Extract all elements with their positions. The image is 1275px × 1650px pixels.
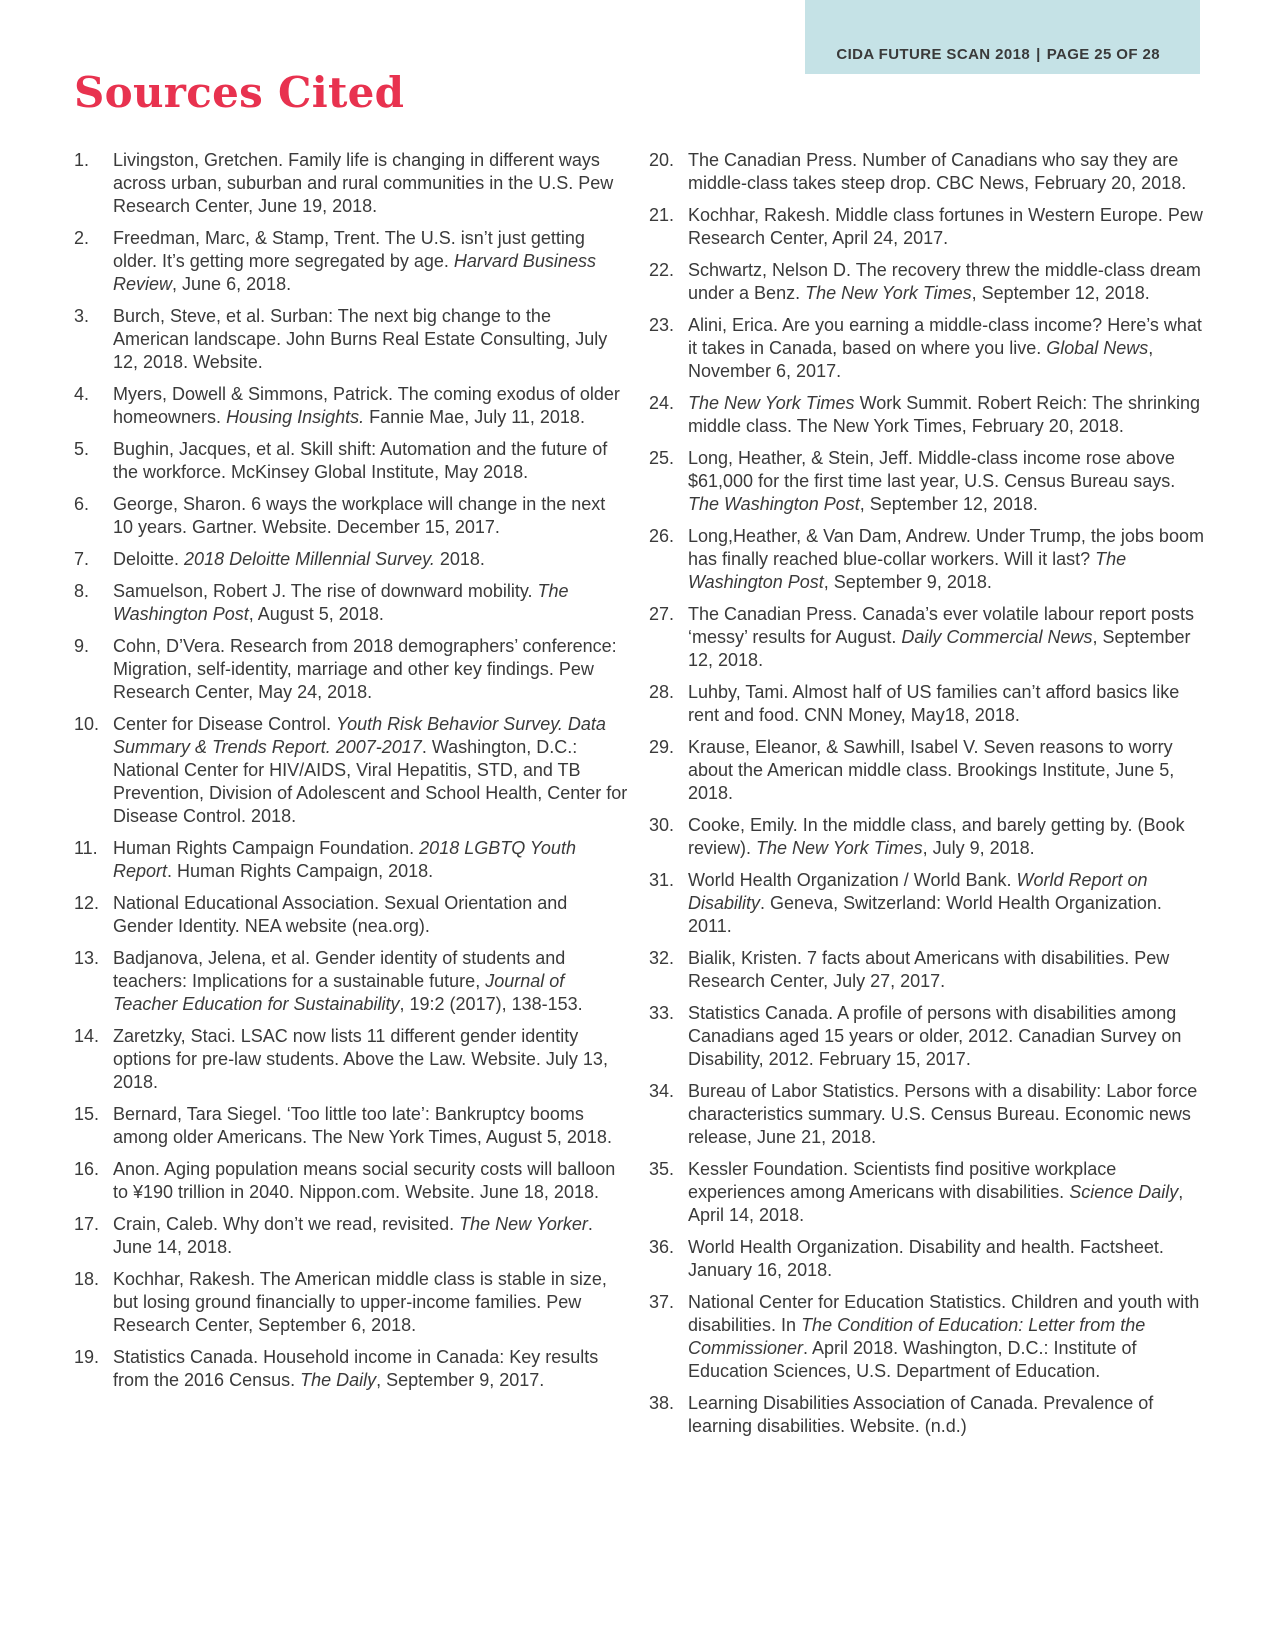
source-title-italic: 2018 LGBTQ Youth Report	[113, 838, 576, 881]
source-number: 25.	[649, 448, 675, 468]
source-number: 12.	[74, 893, 100, 913]
source-number: 3.	[74, 306, 90, 326]
source-number: 34.	[649, 1081, 675, 1101]
source-number: 10.	[74, 714, 100, 734]
source-text: Zaretzky, Staci. LSAC now lists 11 different gender identity options for pre-law students. Above the Law. Website. July 13, 2018.	[113, 1026, 608, 1092]
source-title-italic: Housing Insights.	[226, 407, 365, 427]
source-text: Statistics Canada. Household income in Canada: Key results from the 2016 Census.	[113, 1347, 599, 1390]
source-item	[649, 1158, 1204, 1227]
source-item	[74, 580, 629, 626]
source-number: 6.	[74, 494, 90, 514]
source-text: Alini, Erica. Are you earning a middle-class income? Here’s what it takes in Canada, based on where you live.	[688, 315, 1202, 358]
source-text: 2018.	[434, 549, 485, 569]
source-item	[649, 603, 1204, 672]
source-text: . Geneva, Switzerland: World Health Organization. 2011.	[688, 893, 1162, 936]
source-number: 4.	[74, 384, 90, 404]
source-item	[649, 204, 1204, 250]
source-text: Badjanova, Jelena, et al. Gender identity of students and teachers: Implications for a sustainable future,	[113, 948, 566, 991]
source-number: 13.	[74, 948, 100, 968]
source-number: 11.	[74, 838, 98, 858]
source-text: The Canadian Press. Canada’s ever volatile labour report posts ‘messy’ results for August.	[688, 604, 1194, 647]
source-number: 1.	[74, 150, 90, 170]
source-item	[649, 869, 1204, 938]
source-number: 32.	[649, 948, 675, 968]
source-number: 18.	[74, 1269, 100, 1289]
source-item	[74, 383, 629, 429]
source-text: Bughin, Jacques, et al. Skill shift: Automation and the future of the workforce. McKinsey Global Institute, May 2018.	[113, 439, 608, 482]
source-text: , September 12, 2018.	[688, 627, 1191, 670]
source-number: 38.	[649, 1393, 675, 1413]
source-item	[74, 548, 629, 571]
source-title-italic: Youth Risk Behavior Survey. Data Summary & Trends Report. 2007-2017	[113, 714, 606, 757]
source-text: Freedman, Marc, & Stamp, Trent. The U.S. isn’t just getting older. It’s getting more segregated by age.	[113, 228, 585, 271]
source-title-italic: The Washington Post	[688, 549, 1127, 592]
source-item	[649, 1392, 1204, 1438]
source-text: Kessler Foundation. Scientists find positive workplace experiences among Americans with disabilities.	[688, 1159, 1117, 1202]
source-title-italic: World Report on Disability	[688, 870, 1148, 913]
source-text: Human Rights Campaign Foundation.	[113, 838, 420, 858]
source-text: Learning Disabilities Association of Canada. Prevalence of learning disabilities. Website. (n.d.)	[688, 1393, 1154, 1436]
source-text: Myers, Dowell & Simmons, Patrick. The coming exodus of older homeowners.	[113, 384, 620, 427]
source-number: 17.	[74, 1214, 100, 1234]
source-number: 22.	[649, 260, 675, 280]
source-item	[649, 814, 1204, 860]
source-text: Bialik, Kristen. 7 facts about Americans with disabilities. Pew Research Center, July 27, 2017.	[688, 948, 1170, 991]
source-text: Statistics Canada. A profile of persons with disabilities among Canadians aged 15 years or older, 2012. Canadian Survey on Disability, 2012. February 15, 2017.	[688, 1003, 1182, 1069]
source-title-italic: Harvard Business Review	[113, 251, 596, 294]
source-item	[74, 493, 629, 539]
source-number: 36.	[649, 1237, 675, 1257]
source-number: 23.	[649, 315, 675, 335]
source-number: 30.	[649, 815, 675, 835]
source-number: 16.	[74, 1159, 100, 1179]
source-item	[74, 713, 629, 828]
source-title-italic: The Daily	[300, 1370, 377, 1390]
source-item	[649, 1236, 1204, 1282]
source-text: , 19:2 (2017), 138-153.	[399, 994, 583, 1014]
source-text: Crain, Caleb. Why don’t we read, revisited.	[113, 1214, 460, 1234]
source-text: , November 6, 2017.	[688, 338, 1154, 381]
source-item	[74, 227, 629, 296]
source-text: World Health Organization / World Bank.	[688, 870, 1017, 890]
source-text: Center for Disease Control.	[113, 714, 337, 734]
source-text: Samuelson, Robert J. The rise of downward mobility.	[113, 581, 538, 601]
source-item	[649, 1002, 1204, 1071]
source-text: World Health Organization. Disability and health. Factsheet. January 16, 2018.	[688, 1237, 1164, 1280]
source-number: 7.	[74, 549, 90, 569]
source-text: . Human Rights Campaign, 2018.	[167, 861, 434, 881]
source-title-italic: Global News	[1046, 338, 1149, 358]
source-text: Kochhar, Rakesh. The American middle class is stable in size, but losing ground financially to upper-income families. Pew Research Center, September 6, 2018.	[113, 1269, 607, 1335]
source-item	[74, 892, 629, 938]
source-title-italic: Journal of Teacher Education for Sustainability	[113, 971, 565, 1014]
source-title-italic: 2018 Deloitte Millennial Survey.	[184, 549, 435, 569]
sources-list-left	[74, 149, 629, 1401]
source-text: , April 14, 2018.	[688, 1182, 1184, 1225]
source-item	[649, 314, 1204, 383]
source-item	[649, 1291, 1204, 1383]
source-title-italic: The New York Times	[805, 283, 972, 303]
source-text: , September 9, 2017.	[376, 1370, 545, 1390]
source-number: 28.	[649, 682, 675, 702]
source-text: Burch, Steve, et al. Surban: The next big change to the American landscape. John Burns Real Estate Consulting, July 12, 2018. Website.	[113, 306, 608, 372]
source-item	[649, 149, 1204, 195]
source-text: Bureau of Labor Statistics. Persons with a disability: Labor force characteristics summary. U.S. Census Bureau. Economic news release, June 21, 2018.	[688, 1081, 1198, 1147]
source-item	[74, 947, 629, 1016]
source-item	[649, 736, 1204, 805]
source-title-italic: The New Yorker	[459, 1214, 588, 1234]
source-item	[74, 837, 629, 883]
source-title-italic: The Condition of Education: Letter from the Commissioner	[688, 1315, 1146, 1358]
source-number: 21.	[649, 205, 675, 225]
source-text: Long, Heather, & Stein, Jeff. Middle-class income rose above $61,000 for the first time last year, U.S. Census Bureau says.	[688, 448, 1176, 491]
source-text: Livingston, Gretchen. Family life is changing in different ways across urban, suburban and rural communities in the U.S. Pew Research Center, June 19, 2018.	[113, 150, 614, 216]
source-item	[74, 1025, 629, 1094]
source-number: 9.	[74, 636, 90, 656]
source-title-italic: The New York Times	[756, 838, 923, 858]
source-number: 26.	[649, 526, 675, 546]
source-text: , September 12, 2018.	[859, 494, 1038, 514]
source-item	[74, 1213, 629, 1259]
header-banner	[805, 0, 1200, 74]
source-text: Schwartz, Nelson D. The recovery threw the middle-class dream under a Benz.	[688, 260, 1201, 303]
source-number: 8.	[74, 581, 90, 601]
source-text: Cooke, Emily. In the middle class, and barely getting by. (Book review).	[688, 815, 1185, 858]
source-item	[649, 447, 1204, 516]
header-separator: |	[1036, 46, 1041, 63]
source-item	[74, 1158, 629, 1204]
source-number: 19.	[74, 1347, 100, 1367]
source-item	[649, 947, 1204, 993]
source-number: 31.	[649, 870, 675, 890]
source-number: 37.	[649, 1292, 675, 1312]
source-title-italic: Science Daily	[1069, 1182, 1179, 1202]
source-text: Luhby, Tami. Almost half of US families can’t afford basics like rent and food. CNN Money, May18, 2018.	[688, 682, 1180, 725]
source-item	[649, 259, 1204, 305]
source-text: Anon. Aging population means social security costs will balloon to ¥190 trillion in 2040. Nippon.com. Website. June 18, 2018.	[113, 1159, 616, 1202]
source-text: Deloitte.	[113, 549, 185, 569]
source-text: The Canadian Press. Number of Canadians who say they are middle-class takes steep drop. CBC News, February 20, 2018.	[688, 150, 1187, 193]
source-number: 35.	[649, 1159, 675, 1179]
source-number: 20.	[649, 150, 675, 170]
source-item	[74, 1346, 629, 1392]
source-number: 15.	[74, 1104, 100, 1124]
source-title-italic: The Washington Post	[688, 494, 860, 514]
source-item	[74, 1103, 629, 1149]
source-text: Krause, Eleanor, & Sawhill, Isabel V. Seven reasons to worry about the American middle class. Brookings Institute, June 5, 2018.	[688, 737, 1175, 803]
source-text: Long,Heather, & Van Dam, Andrew. Under Trump, the jobs boom has finally reached blue-collar workers. Will it last?	[688, 526, 1204, 569]
source-title-italic: The Washington Post	[113, 581, 569, 624]
source-text: Kochhar, Rakesh. Middle class fortunes in Western Europe. Pew Research Center, April 24, 2017.	[688, 205, 1203, 248]
source-number: 27.	[649, 604, 675, 624]
running-header	[836, 46, 1160, 63]
source-text: National Educational Association. Sexual Orientation and Gender Identity. NEA website (nea.org).	[113, 893, 568, 936]
source-item	[649, 681, 1204, 727]
source-item	[74, 438, 629, 484]
source-text: Bernard, Tara Siegel. ‘Too little too late’: Bankruptcy booms among older Americans. The New York Times, August 5, 2018.	[113, 1104, 612, 1147]
source-number: 29.	[649, 737, 675, 757]
source-text: . June 14, 2018.	[113, 1214, 593, 1257]
source-item	[649, 525, 1204, 594]
source-text: , August 5, 2018.	[248, 604, 384, 624]
source-item	[74, 1268, 629, 1337]
source-number: 2.	[74, 228, 90, 248]
source-text: Fannie Mae, July 11, 2018.	[364, 407, 585, 427]
source-text: National Center for Education Statistics. Children and youth with disabilities. In	[688, 1292, 1200, 1335]
page-title: Sources Cited	[74, 68, 405, 117]
source-title-italic: The New York Times	[688, 393, 855, 413]
source-item	[74, 149, 629, 218]
source-text: George, Sharon. 6 ways the workplace will change in the next 10 years. Gartner. Website. December 15, 2017.	[113, 494, 606, 537]
source-number: 24.	[649, 393, 675, 413]
source-text: . Washington, D.C.: National Center for HIV/AIDS, Viral Hepatitis, STD, and TB Prevention, Division of Adolescent and School Health, Center for Disease Control. 2018.	[113, 737, 628, 826]
source-number: 14.	[74, 1026, 100, 1046]
sources-list-right	[649, 149, 1204, 1447]
source-number: 5.	[74, 439, 90, 459]
source-item	[649, 392, 1204, 438]
source-item	[74, 635, 629, 704]
source-item	[74, 305, 629, 374]
source-number: 33.	[649, 1003, 675, 1023]
source-text: . April 2018. Washington, D.C.: Institute of Education Sciences, U.S. Department of Education.	[688, 1338, 1137, 1381]
source-text: Work Summit. Robert Reich: The shrinking middle class. The New York Times, February 20, 2018.	[688, 393, 1201, 436]
source-title-italic: Daily Commercial News	[901, 627, 1093, 647]
source-text: , July 9, 2018.	[922, 838, 1035, 858]
publication-name: CIDA FUTURE SCAN 2018	[836, 46, 1031, 63]
source-item	[649, 1080, 1204, 1149]
source-text: , June 6, 2018.	[172, 274, 292, 294]
source-text: , September 9, 2018.	[823, 572, 992, 592]
source-text: , September 12, 2018.	[971, 283, 1150, 303]
source-text: Cohn, D’Vera. Research from 2018 demographers’ conference: Migration, self-identity, marriage and other key findings. Pew Research Center, May 24, 2018.	[113, 636, 617, 702]
page-number: PAGE 25 OF 28	[1046, 46, 1160, 63]
